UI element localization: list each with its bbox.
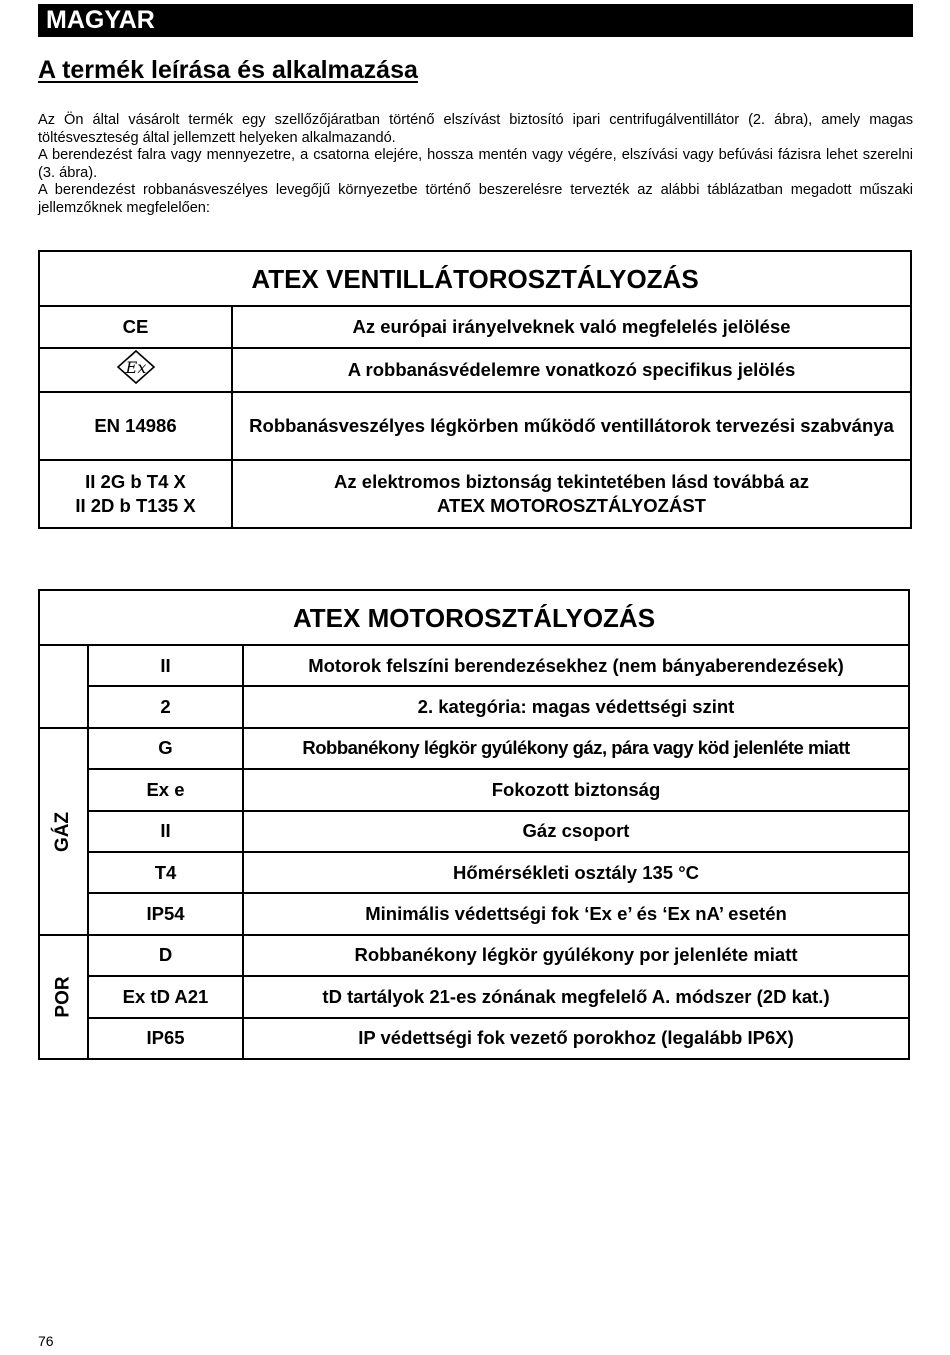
motor-description-cell: IP védettségi fok vezető porokhoz (legalább IP6X): [243, 1018, 909, 1059]
fan-code-line: II 2G b T4 X: [85, 471, 186, 492]
motor-code-cell: D: [88, 935, 243, 976]
fan-code-cell: [39, 460, 232, 528]
motor-code-cell: Ex tD A21: [88, 976, 243, 1017]
atex-motor-table: [38, 589, 910, 1060]
dust-group-label: POR: [52, 976, 74, 1018]
motor-description-cell: Minimális védettségi fok ‘Ex e’ és ‘Ex nA’ esetén: [243, 893, 909, 934]
motor-code-cell: IP54: [88, 893, 243, 934]
fan-description-line: ATEX MOTOROSZTÁLYOZÁST: [437, 495, 706, 516]
fan-code-cell: CE: [39, 306, 232, 348]
section-title: A termék leírása és alkalmazása: [38, 56, 418, 84]
atex-fan-table: [38, 250, 912, 529]
general-group-cell: [39, 645, 88, 728]
ex-symbol-text: Ex: [125, 358, 146, 377]
fan-description-cell: A robbanásvédelemre vonatkozó specifikus jelölés: [232, 348, 911, 392]
motor-code-cell: IP65: [88, 1018, 243, 1059]
motor-description-cell: Fokozott biztonság: [243, 769, 909, 810]
fan-code-line: II 2D b T135 X: [75, 495, 196, 516]
fan-code-cell: EN 14986: [39, 392, 232, 460]
fan-table-title: ATEX VENTILLÁTOROSZTÁLYOZÁS: [39, 251, 911, 306]
motor-description-cell: Robbanékony légkör gyúlékony gáz, pára vagy köd jelenléte miatt: [243, 728, 909, 769]
fan-description-cell: Az európai irányelveknek való megfelelés jelölése: [232, 306, 911, 348]
motor-description-cell: tD tartályok 21-es zónának megfelelő A. módszer (2D kat.): [243, 976, 909, 1017]
gas-group-label: GÁZ: [52, 811, 74, 852]
fan-description-line: Az elektromos biztonság tekintetében lásd továbbá az: [334, 471, 809, 492]
motor-description-cell: Robbanékony légkör gyúlékony por jelenléte miatt: [243, 935, 909, 976]
motor-description-cell: Motorok felszíni berendezésekhez (nem bányaberendezések): [243, 645, 909, 686]
dust-group-cell: [39, 935, 88, 1059]
motor-code-cell: G: [88, 728, 243, 769]
intro-text: [38, 112, 913, 218]
motor-code-cell: T4: [88, 852, 243, 893]
gas-group-cell: [39, 728, 88, 935]
intro-paragraph: A berendezést falra vagy mennyezetre, a csatorna elejére, hossza mentén vagy végére, elszívási vagy befúvási fázisra lehet szerelni (3. ábra).: [38, 147, 913, 181]
motor-description-cell: Gáz csoport: [243, 811, 909, 852]
motor-description-cell: 2. kategória: magas védettségi szint: [243, 686, 909, 727]
fan-code-cell: [39, 348, 232, 392]
language-header: MAGYAR: [38, 4, 913, 37]
page-number: 76: [38, 1333, 54, 1349]
motor-code-cell: II: [88, 645, 243, 686]
motor-table-title: ATEX MOTOROSZTÁLYOZÁS: [39, 590, 909, 645]
ex-icon: [115, 349, 157, 391]
motor-description-cell: Hőmérsékleti osztály 135 °C: [243, 852, 909, 893]
fan-description-cell: Robbanásveszélyes légkörben működő ventillátorok tervezési szabványa: [232, 392, 911, 460]
motor-code-cell: Ex e: [88, 769, 243, 810]
motor-code-cell: II: [88, 811, 243, 852]
intro-paragraph: Az Ön által vásárolt termék egy szellőzőjáratban történő elszívást biztosító ipari centrifugálventillátor (2. ábra), amely magas töltésveszteség által jellemzett helyeken alkalmazandó.: [38, 112, 913, 146]
motor-code-cell: 2: [88, 686, 243, 727]
fan-description-cell: [232, 460, 911, 528]
intro-paragraph: A berendezést robbanásveszélyes levegőjű környezetbe történő beszerelésre tervezték az alábbi táblázatban megadott műszaki jellemzőknek megfelelően:: [38, 182, 913, 216]
